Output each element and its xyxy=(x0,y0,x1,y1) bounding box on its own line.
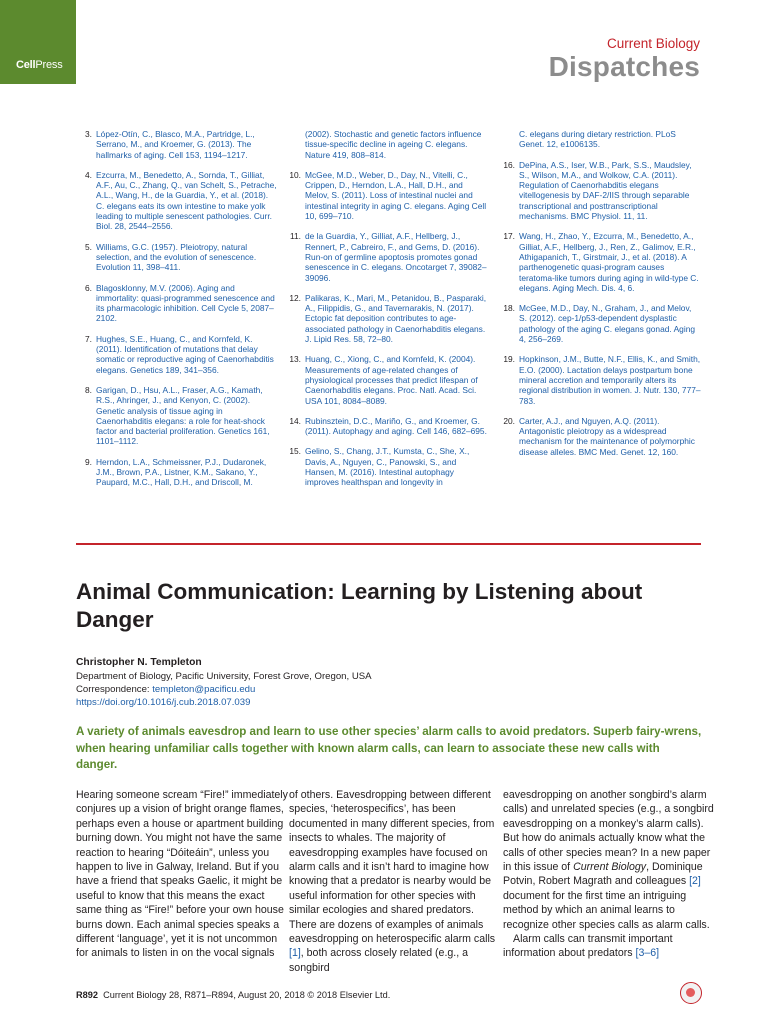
reference-item[interactable] xyxy=(78,242,278,273)
reference-item[interactable] xyxy=(287,354,487,405)
reference-column-1 xyxy=(78,129,278,498)
body-paragraph: of others. Eavesdropping between different species, ‘heterospecifics’, has been documented in many different species, from insects to whales. The majority of eavesdropping examples have focused on alarm calls and it isn’t hard to imagine how knowing that a predator is nearby would be useful information for other species with similar ecologies and shared predators. There are dozens of examples of animals eavesdropping on heterospecific alarm calls [1], both across closely related (e.g., a songbird xyxy=(289,789,496,974)
email-link[interactable]: templeton@pacificu.edu xyxy=(152,684,256,695)
reference-item[interactable] xyxy=(501,354,701,405)
reference-item[interactable] xyxy=(501,231,701,293)
reference-text: Hopkinson, J.M., Butte, N.F., Ellis, K., and Smith, E.O. (2000). Lactation delays postpartum bone mineral accretion and temporarily alters its regional distribution in women. J. Nutr. 130, 777–783. xyxy=(519,354,701,406)
reference-number: 6. xyxy=(85,282,92,293)
reference-text: Gelino, S., Chang, J.T., Kumsta, C., She, X., Davis, A., Nguyen, C., Panowski, S., and Hansen, M. (2016). Intestinal autophagy improves healthspan and longevity in xyxy=(305,446,470,488)
reference-number: 10. xyxy=(289,169,301,180)
doi-link[interactable]: https://doi.org/10.1016/j.cub.2018.07.039 xyxy=(76,697,251,708)
reference-number: 8. xyxy=(85,384,92,395)
affiliation: Department of Biology, Pacific University, Forest Grove, Oregon, USA xyxy=(76,671,372,682)
reference-number: 11. xyxy=(289,231,301,242)
reference-text: Garigan, D., Hsu, A.L., Fraser, A.G., Kamath, R.S., Ahringer, J., and Kenyon, C. (2002). Genetic analysis of tissue aging in Caenorhabditis elegans: a role for heat-shock factor and bacterial proliferation. Genetics 161, 1101–1112. xyxy=(96,384,270,447)
section-name: Dispatches xyxy=(548,51,700,82)
reference-number: 4. xyxy=(85,169,92,180)
reference-number: 17. xyxy=(503,231,515,242)
reference-text: C. elegans during dietary restriction. PLoS Genet. 12, e1006135. xyxy=(519,129,676,150)
reference-text: Herndon, L.A., Schmeissner, P.J., Dudaronek, J.M., Brown, P.A., Listner, K.M., Sakano, Y., Paupard, M.C., Hall, D.H., and Driscoll, M. xyxy=(96,456,267,488)
reference-item[interactable] xyxy=(287,293,487,344)
cellpress-logo xyxy=(0,0,76,84)
reference-item[interactable] xyxy=(78,129,278,160)
page-number: R892 xyxy=(76,990,98,1000)
citation-link[interactable]: [3–6] xyxy=(635,947,660,960)
reference-number: 19. xyxy=(503,354,515,365)
body-paragraph: eavesdropping on another songbird’s alarm calls) and unrelated species (e.g., a songbird eavesdropping on a monkey’s alarm calls). But how do animals actually know what the calls of other species mean? In a new paper in this issue of Current Biology, Dominique Potvin, Robert Magrath and colleagues [2] document for the first time an intriguing method by which an animal learns to recognize other species calls as alarm calls. xyxy=(503,789,714,931)
reference-number: 14. xyxy=(289,415,301,426)
citation-link[interactable]: [1] xyxy=(289,947,301,960)
reference-text: de la Guardia, Y., Gilliat, A.F., Hellberg, J., Rennert, P., Cabreiro, F., and Gems, D. (2016). Run-on of germline apoptosis promotes gonad senescence in C. elegans. Oncotarget 7, 39082–39096. xyxy=(305,231,487,283)
reference-number: 5. xyxy=(85,241,92,252)
reference-number: 13. xyxy=(289,354,301,365)
reference-item[interactable] xyxy=(501,160,701,222)
reference-text: DePina, A.S., Iser, W.B., Park, S.S., Maudsley, S., Wilson, M.A., and Wolkow, C.A. (2011). Regulation of Caenorhabditis elegans vitellogenesis by DAF-2/IIS through separable transcriptional and posttranscriptional mechanisms. BMC Physiol. 11, 11. xyxy=(519,159,692,222)
reference-number: 7. xyxy=(85,333,92,344)
reference-item[interactable] xyxy=(501,416,701,457)
reference-text: Ezcurra, M., Benedetto, A., Sornda, T., Gilliat, A.F., Au, C., Zhang, Q., van Schelt, S., Petrache, A.L., Wang, H., de la Guardia, Y., et al. (2018). C. elegans eats its own intestine to make yolk leading to multiple senescent pathologies. Curr. Biol. 28, 2544–2556. xyxy=(96,169,277,232)
reference-number: 9. xyxy=(85,456,92,467)
page-footer xyxy=(76,990,390,1000)
reference-item[interactable] xyxy=(287,170,487,221)
body-column-2 xyxy=(289,788,501,975)
reference-text: Carter, A.J., and Nguyen, A.Q. (2011). Antagonistic pleiotropy as a widespread mechanism for the maintenance of polymorphic disease alleles. BMC Med. Genet. 12, 160. xyxy=(519,415,695,457)
reference-item[interactable] xyxy=(287,416,487,437)
body-column-1 xyxy=(76,788,288,961)
reference-text: López-Otín, C., Blasco, M.A., Partridge, L., Serrano, M., and Kroemer, G. (2013). The hallmarks of aging. Cell 153, 1194–1217. xyxy=(96,129,255,160)
reference-column-3 xyxy=(501,129,701,467)
reference-item[interactable] xyxy=(287,446,487,487)
reference-item[interactable] xyxy=(501,303,701,344)
author-name: Christopher N. Templeton xyxy=(76,657,202,668)
correspondence xyxy=(76,684,255,695)
body-paragraph: Alarm calls can transmit important information about predators [3–6] xyxy=(503,933,673,960)
reference-text: McGee, M.D., Weber, D., Day, N., Vitelli, C., Crippen, D., Herndon, L.A., Hall, D.H., and Melov, S. (2011). Loss of intestinal nuclei and intestinal integrity in aging C. elegans. Aging Cell 10, 699–710. xyxy=(305,169,487,222)
journal-citation: Current Biology 28, R871–R894, August 20, 2018 © 2018 Elsevier Ltd. xyxy=(103,990,391,1000)
correspondence-label: Correspondence: xyxy=(76,684,153,695)
reference-item[interactable] xyxy=(287,231,487,282)
reference-item[interactable] xyxy=(78,170,278,232)
reference-text: (2002). Stochastic and genetic factors influence tissue-specific decline in ageing C. elegans. Nature 419, 808–814. xyxy=(305,129,482,160)
reference-item[interactable] xyxy=(78,334,278,375)
citation-link[interactable]: [2] xyxy=(689,875,701,888)
reference-text: Wang, H., Zhao, Y., Ezcurra, M., Benedetto, A., Gilliat, A.F., Hellberg, J., Ren, Z., Galimov, E.R., Athigapanich, T., Girstmair, J., et al. (2018). A parthenogenetic quasi-program causes teratoma-like tumors during aging in wild-type C. elegans. Aging Mech. Dis. 4, 6. xyxy=(519,231,699,293)
reference-text: Rubinsztein, D.C., Mariño, G., and Kroemer, G. (2011). Autophagy and aging. Cell 146, 682–695. xyxy=(305,415,487,437)
reference-item[interactable] xyxy=(287,129,487,160)
check-for-updates-icon[interactable] xyxy=(680,982,702,1004)
reference-text: Blagosklonny, M.V. (2006). Aging and immortality: quasi-programmed senescence and its pharmacologic inhibition. Cell Cycle 5, 2087–2102. xyxy=(96,282,275,324)
reference-text: Huang, C., Xiong, C., and Kornfeld, K. (2004). Measurements of age-related changes of physiological processes that predict lifespan of Caenorhabditis elegans. Proc. Natl. Acad. Sci. USA 101, 8084–8089. xyxy=(305,354,478,406)
reference-item[interactable] xyxy=(501,129,701,150)
logo-text: CellPress xyxy=(16,59,63,71)
reference-item[interactable] xyxy=(78,385,278,447)
reference-text: McGee, M.D., Day, N., Graham, J., and Melov, S. (2012). cep-1/p53-dependent dysplastic pathology of the aging C. elegans gonad. Aging 4, 256–269. xyxy=(519,303,696,345)
abstract: A variety of animals eavesdrop and learn to use other species’ alarm calls to avoid predators. Superb fairy-wrens, when hearing unfamiliar calls together with known alarm calls, can learn to associate these new calls with danger. xyxy=(76,725,702,772)
reference-text: Hughes, S.E., Huang, C., and Kornfeld, K. (2011). Identification of mutations that delay somatic or reproductive aging of Caenorhabditis elegans. Genetics 189, 341–356. xyxy=(96,333,274,375)
reference-text: Williams, G.C. (1957). Pleiotropy, natural selection, and the evolution of senescence. Evolution 11, 398–411. xyxy=(96,241,257,273)
article-title: Animal Communication: Learning by Listening about Danger xyxy=(76,579,643,632)
reference-number: 16. xyxy=(503,159,515,170)
reference-column-2 xyxy=(287,129,487,498)
section-divider xyxy=(76,543,701,545)
journal-name: Current Biology xyxy=(606,36,700,51)
body-paragraph: Hearing someone scream “Fire!” immediately conjures up a vision of bright orange flames, perhaps even a house or apartment building burning down. You might not have the same reaction to hearing “Dóiteáin”, unless you happen to live in Galway, Ireland. But if you have a friend that speaks Gaelic, it might be useful to know that this means the exact same thing as “Fire!” before your own house burns down. Each animal species speaks a different ‘language’, yet it is not uncommon for animals to listen in on the vocal signals xyxy=(76,789,288,960)
reference-number: 12. xyxy=(289,292,301,303)
reference-number: 18. xyxy=(503,303,515,314)
reference-number: 3. xyxy=(85,129,92,139)
reference-item[interactable] xyxy=(78,457,278,488)
body-column-3 xyxy=(503,788,715,961)
reference-item[interactable] xyxy=(78,283,278,324)
reference-number: 20. xyxy=(503,415,515,426)
reference-text: Palikaras, K., Mari, M., Petanidou, B., Pasparaki, A., Filippidis, G., and Tavernarakis, N. (2017). Ectopic fat deposition contributes to age-associated pathology in Caenorhabditis elegans. J. Lipid Res. 58, 72–80. xyxy=(305,292,487,345)
reference-number: 15. xyxy=(289,446,301,457)
